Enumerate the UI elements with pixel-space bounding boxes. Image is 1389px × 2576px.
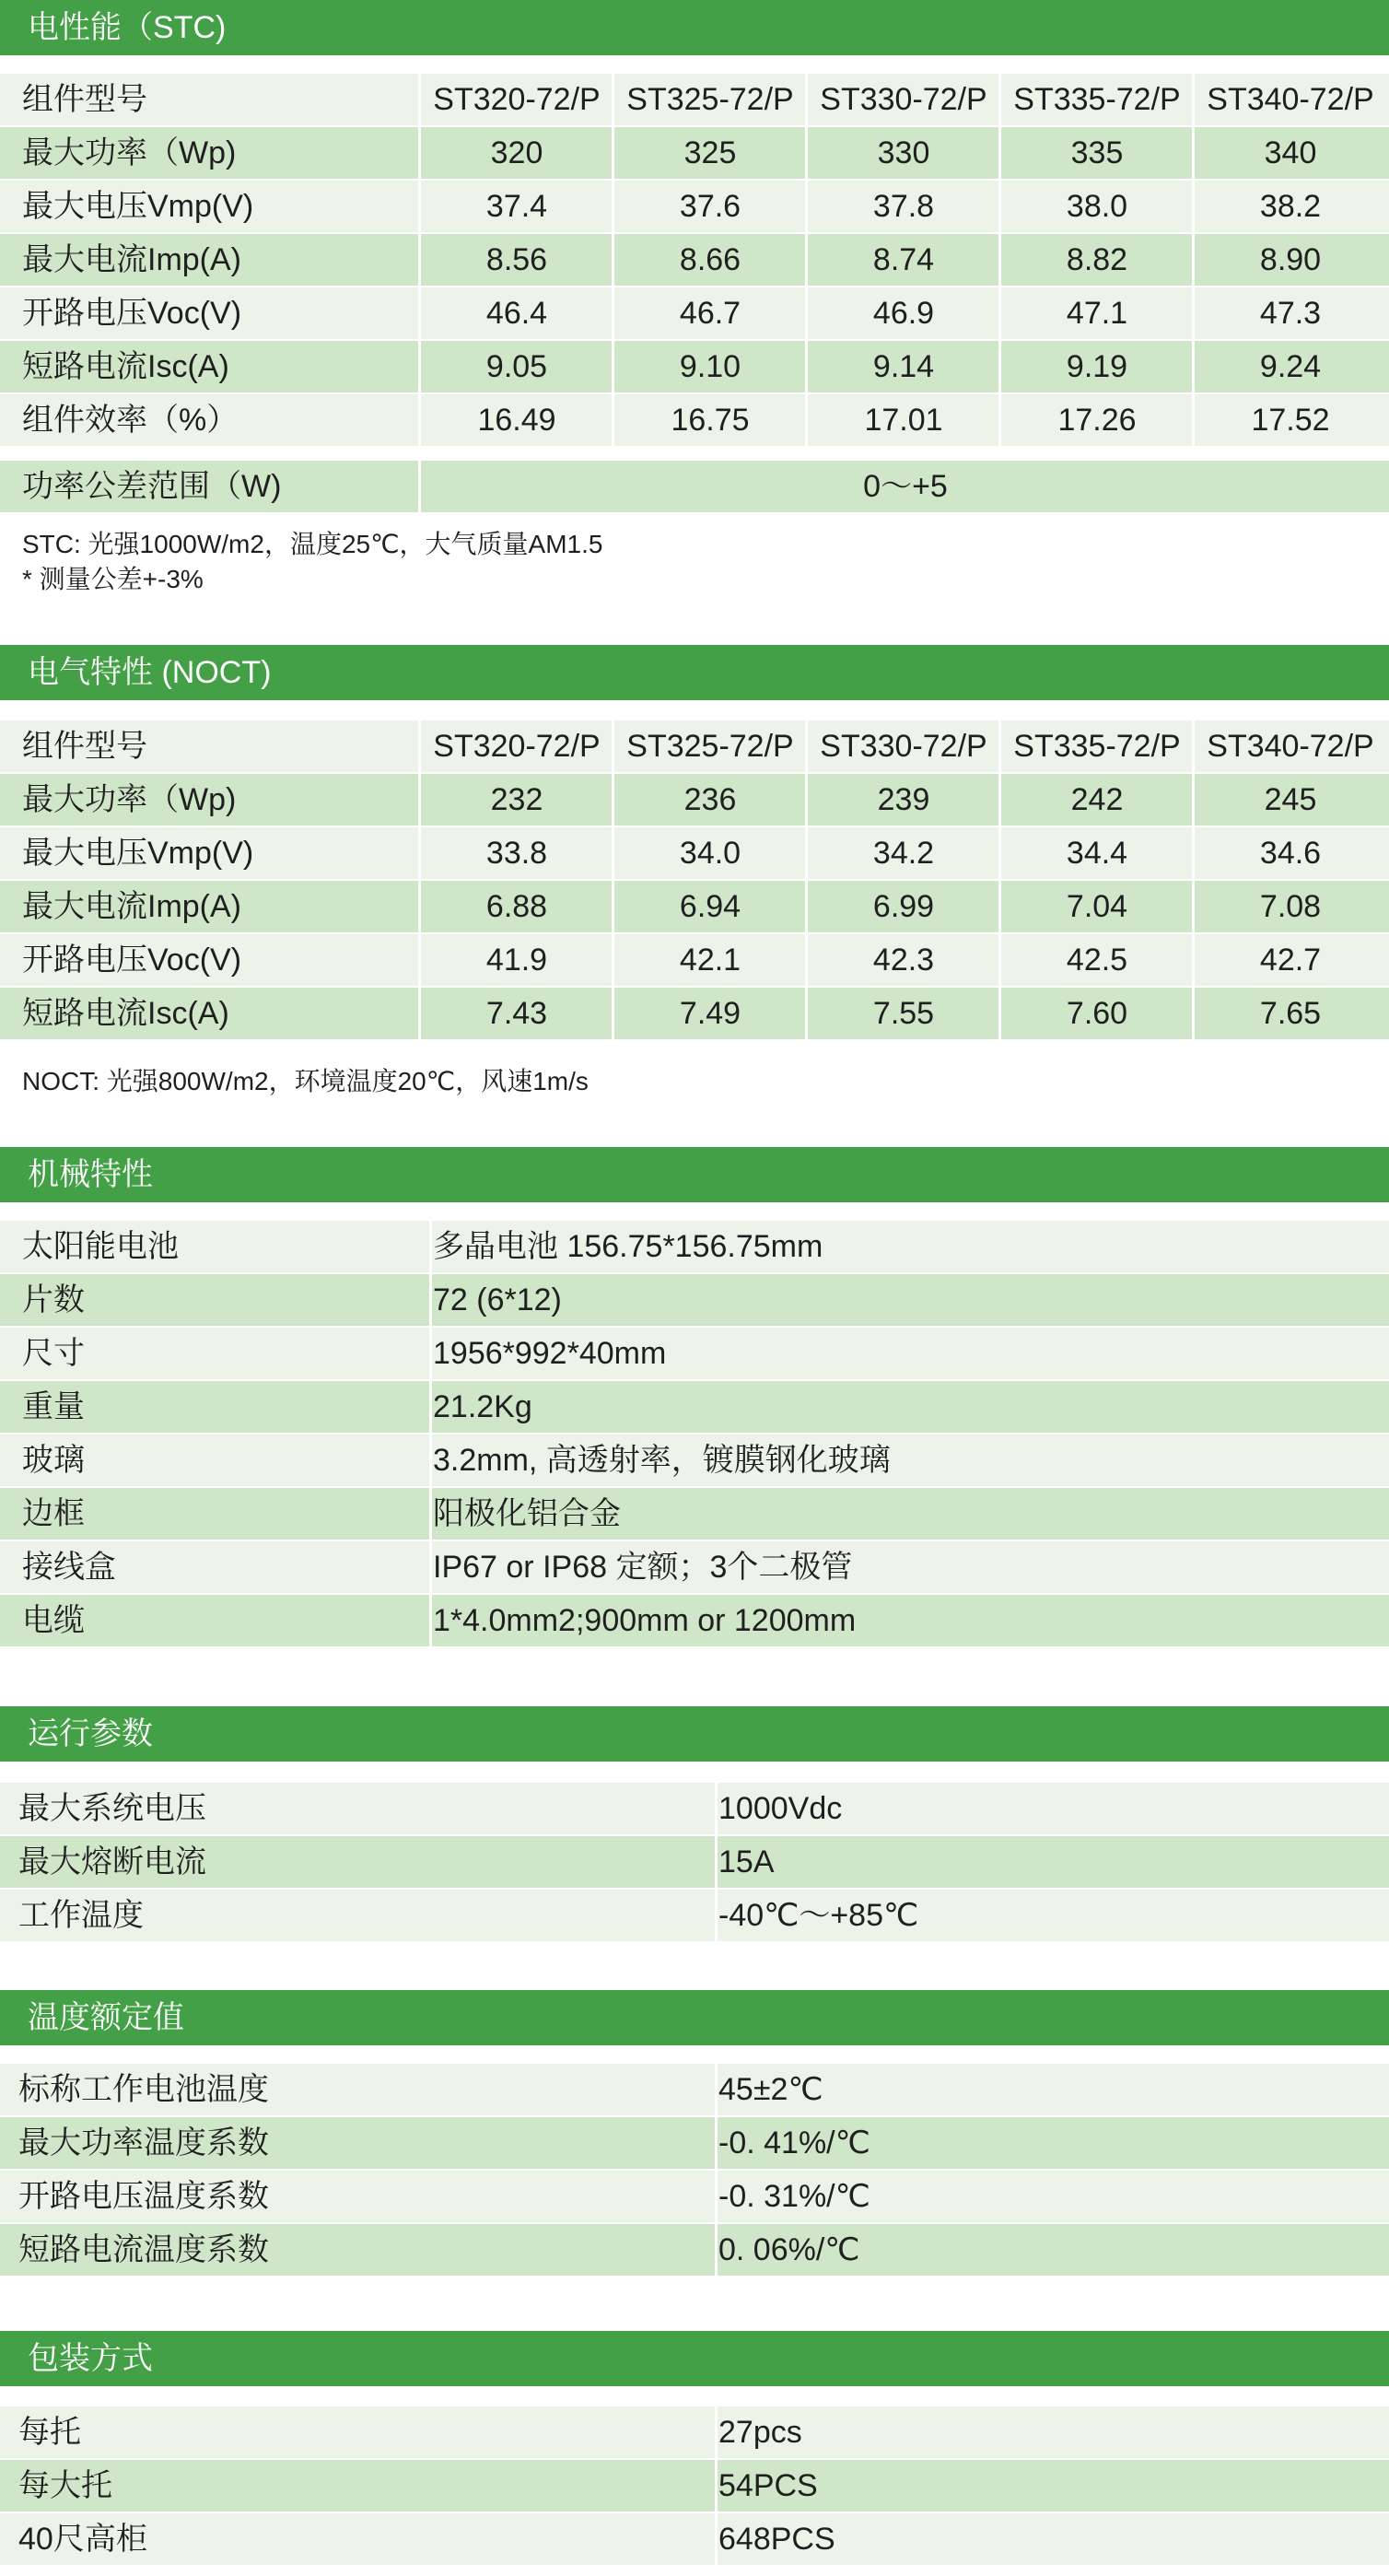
noct-cell: 34.0 xyxy=(679,836,741,871)
column-divider xyxy=(429,1595,432,1646)
stc-cell: 335 xyxy=(1070,135,1124,170)
column-divider xyxy=(429,1434,432,1486)
column-divider xyxy=(715,2064,718,2115)
stc-cell: 8.56 xyxy=(485,242,548,277)
column-divider xyxy=(612,181,614,232)
column-divider xyxy=(1192,74,1195,125)
column-divider xyxy=(418,461,421,512)
column-divider xyxy=(429,1541,432,1593)
noct-cell: 7.08 xyxy=(1259,889,1322,924)
column-divider xyxy=(418,934,421,986)
stc-row xyxy=(0,127,1389,179)
mechanical-cell: 21.2Kg xyxy=(433,1389,532,1424)
stc-cell: 16.75 xyxy=(671,403,750,438)
operating-section-title: 运行参数 xyxy=(28,1716,153,1751)
column-divider xyxy=(1192,234,1195,286)
stc-row-label: 最大电流Imp(A) xyxy=(22,242,241,277)
stc-cell: 325 xyxy=(683,135,737,170)
column-divider xyxy=(612,394,614,446)
noct-cell: ST330-72/P xyxy=(820,729,987,764)
noct-cell: 7.49 xyxy=(679,996,741,1031)
column-divider xyxy=(612,74,614,125)
noct-cell: 42.7 xyxy=(1259,943,1322,978)
mechanical-cell: IP67 or IP68 定额；3个二极管 xyxy=(433,1550,853,1585)
column-divider xyxy=(805,74,808,125)
column-divider xyxy=(805,127,808,179)
mechanical-row xyxy=(0,1595,1389,1646)
noct-cell: 7.60 xyxy=(1066,996,1128,1031)
stc-note-tolerance: * 测量公差+-3% xyxy=(22,565,204,593)
stc-cell: 46.9 xyxy=(872,296,935,331)
stc-cell: 8.82 xyxy=(1066,242,1128,277)
stc-cell: 9.05 xyxy=(485,349,548,384)
temperature-row-label: 最大功率温度系数 xyxy=(18,2125,269,2160)
noct-header-row xyxy=(0,720,1389,772)
mechanical-cell: 多晶电池 156.75*156.75mm xyxy=(433,1229,823,1264)
mechanical-row-label: 片数 xyxy=(22,1282,85,1317)
stc-cell: 38.2 xyxy=(1259,189,1322,224)
mechanical-row xyxy=(0,1221,1389,1272)
column-divider xyxy=(998,127,1001,179)
packaging-cell: 54PCS xyxy=(718,2468,818,2503)
column-divider xyxy=(418,827,421,879)
noct-cell: 34.6 xyxy=(1259,836,1322,871)
stc-cell: 17.52 xyxy=(1251,403,1330,438)
column-divider xyxy=(998,827,1001,879)
mechanical-cell: 3.2mm, 高透射率，镀膜钢化玻璃 xyxy=(433,1443,891,1478)
operating-cell: -40℃～+85℃ xyxy=(718,1898,919,1933)
column-divider xyxy=(998,181,1001,232)
column-divider xyxy=(805,287,808,339)
noct-row xyxy=(0,934,1389,986)
column-divider xyxy=(418,74,421,125)
column-divider xyxy=(429,1221,432,1272)
temperature-row xyxy=(0,2117,1389,2169)
column-divider xyxy=(612,988,614,1039)
stc-cell: 46.7 xyxy=(679,296,741,331)
operating-row xyxy=(0,1890,1389,1941)
stc-cell: 8.74 xyxy=(872,242,935,277)
packaging-row-label: 每大托 xyxy=(18,2468,112,2503)
stc-cell: 340 xyxy=(1264,135,1317,170)
noct-cell: 33.8 xyxy=(485,836,548,871)
column-divider xyxy=(715,2117,718,2169)
stc-note-conditions: STC: 光强1000W/m2，温度25℃，大气质量AM1.5 xyxy=(22,530,603,558)
noct-section-title: 电气特性 (NOCT) xyxy=(28,655,272,690)
stc-cell: 38.0 xyxy=(1066,189,1128,224)
column-divider xyxy=(998,934,1001,986)
mechanical-row-label: 重量 xyxy=(22,1389,85,1424)
stc-cell: ST335-72/P xyxy=(1013,82,1181,117)
column-divider xyxy=(418,394,421,446)
stc-cell: 47.1 xyxy=(1066,296,1128,331)
mechanical-row xyxy=(0,1488,1389,1540)
column-divider xyxy=(418,341,421,392)
stc-row-label: 组件型号 xyxy=(22,82,147,117)
noct-cell: 34.4 xyxy=(1066,836,1128,871)
noct-row-label: 最大电压Vmp(V) xyxy=(22,836,254,871)
temperature-row-label: 短路电流温度系数 xyxy=(18,2232,269,2267)
stc-cell: 8.90 xyxy=(1259,242,1322,277)
column-divider xyxy=(418,287,421,339)
stc-cell: 9.14 xyxy=(872,349,935,384)
mechanical-row-label: 玻璃 xyxy=(22,1443,85,1478)
column-divider xyxy=(998,720,1001,772)
operating-cell: 1000Vdc xyxy=(718,1791,843,1826)
stc-row xyxy=(0,394,1389,446)
mechanical-section-header xyxy=(0,1147,1389,1202)
packaging-section-title: 包装方式 xyxy=(28,2341,153,2376)
column-divider xyxy=(998,881,1001,932)
stc-cell: 17.01 xyxy=(864,403,943,438)
packaging-row xyxy=(0,2406,1389,2458)
column-divider xyxy=(715,2406,718,2458)
stc-cell: ST340-72/P xyxy=(1207,82,1374,117)
temperature-row xyxy=(0,2224,1389,2276)
column-divider xyxy=(715,1783,718,1834)
mechanical-cell: 阳极化铝合金 xyxy=(433,1496,621,1531)
column-divider xyxy=(1192,181,1195,232)
column-divider xyxy=(612,881,614,932)
column-divider xyxy=(805,720,808,772)
column-divider xyxy=(612,934,614,986)
column-divider xyxy=(998,394,1001,446)
stc-cell: 46.4 xyxy=(485,296,548,331)
stc-row-label: 组件效率（%） xyxy=(22,403,239,438)
operating-section-header xyxy=(0,1706,1389,1762)
column-divider xyxy=(805,827,808,879)
noct-cell: 232 xyxy=(490,782,543,817)
column-divider xyxy=(612,287,614,339)
column-divider xyxy=(429,1274,432,1326)
temperature-cell: 45±2℃ xyxy=(718,2072,823,2107)
stc-cell: ST325-72/P xyxy=(626,82,794,117)
noct-row xyxy=(0,827,1389,879)
stc-cell: 9.19 xyxy=(1066,349,1128,384)
column-divider xyxy=(429,1488,432,1540)
stc-cell: ST320-72/P xyxy=(433,82,601,117)
mechanical-row-label: 电缆 xyxy=(22,1603,85,1638)
operating-row xyxy=(0,1836,1389,1888)
temperature-section-header xyxy=(0,1990,1389,2045)
column-divider xyxy=(805,881,808,932)
column-divider xyxy=(1192,774,1195,825)
noct-row xyxy=(0,988,1389,1039)
column-divider xyxy=(612,774,614,825)
column-divider xyxy=(998,287,1001,339)
temperature-row-label: 标称工作电池温度 xyxy=(18,2072,269,2107)
temperature-row xyxy=(0,2064,1389,2115)
mechanical-row-label: 边框 xyxy=(22,1496,85,1531)
column-divider xyxy=(805,934,808,986)
temperature-cell: -0. 31%/℃ xyxy=(718,2179,870,2214)
noct-cell: 239 xyxy=(877,782,930,817)
column-divider xyxy=(998,234,1001,286)
column-divider xyxy=(805,341,808,392)
column-divider xyxy=(998,774,1001,825)
packaging-cell: 648PCS xyxy=(718,2522,835,2557)
stc-section-header xyxy=(0,0,1389,55)
noct-row xyxy=(0,774,1389,825)
packaging-section-header xyxy=(0,2331,1389,2386)
column-divider xyxy=(418,988,421,1039)
noct-row-label: 短路电流Isc(A) xyxy=(22,996,229,1031)
mechanical-cell: 1*4.0mm2;900mm or 1200mm xyxy=(433,1603,857,1638)
temperature-row-label: 开路电压温度系数 xyxy=(18,2179,269,2214)
stc-row xyxy=(0,341,1389,392)
column-divider xyxy=(715,2171,718,2222)
column-divider xyxy=(1192,127,1195,179)
column-divider xyxy=(418,720,421,772)
mechanical-row xyxy=(0,1434,1389,1486)
stc-header-row xyxy=(0,74,1389,125)
column-divider xyxy=(429,1328,432,1379)
stc-tolerance-label: 功率公差范围（W) xyxy=(22,469,282,504)
column-divider xyxy=(715,2513,718,2565)
operating-row-label: 最大系统电压 xyxy=(18,1791,206,1826)
column-divider xyxy=(418,181,421,232)
noct-row-label: 组件型号 xyxy=(22,729,147,764)
column-divider xyxy=(715,1890,718,1941)
column-divider xyxy=(1192,720,1195,772)
column-divider xyxy=(418,774,421,825)
stc-row-label: 短路电流Isc(A) xyxy=(22,349,229,384)
column-divider xyxy=(998,988,1001,1039)
noct-row-label: 最大电流Imp(A) xyxy=(22,889,241,924)
packaging-cell: 27pcs xyxy=(718,2415,802,2450)
column-divider xyxy=(612,720,614,772)
operating-cell: 15A xyxy=(718,1844,775,1879)
noct-cell: 242 xyxy=(1070,782,1124,817)
mechanical-row-label: 尺寸 xyxy=(22,1336,85,1371)
noct-cell: 41.9 xyxy=(485,943,548,978)
column-divider xyxy=(612,234,614,286)
noct-cell: 7.43 xyxy=(485,996,548,1031)
noct-cell: ST320-72/P xyxy=(433,729,601,764)
column-divider xyxy=(429,1381,432,1433)
stc-cell: 37.4 xyxy=(485,189,548,224)
stc-cell: 9.24 xyxy=(1259,349,1322,384)
column-divider xyxy=(1192,287,1195,339)
stc-row-label: 开路电压Voc(V) xyxy=(22,296,242,331)
mechanical-cell: 72 (6*12) xyxy=(433,1282,562,1317)
noct-cell: 42.5 xyxy=(1066,943,1128,978)
column-divider xyxy=(805,181,808,232)
noct-cell: 42.3 xyxy=(872,943,935,978)
mechanical-row xyxy=(0,1274,1389,1326)
temperature-cell: 0. 06%/℃ xyxy=(718,2232,860,2267)
stc-tolerance-row xyxy=(0,461,1389,512)
stc-cell: 330 xyxy=(877,135,930,170)
column-divider xyxy=(418,881,421,932)
stc-tolerance-value: 0～+5 xyxy=(863,469,948,504)
mechanical-row xyxy=(0,1328,1389,1379)
packaging-row-label: 40尺高柜 xyxy=(18,2522,147,2557)
column-divider xyxy=(805,988,808,1039)
column-divider xyxy=(418,127,421,179)
column-divider xyxy=(998,74,1001,125)
column-divider xyxy=(1192,988,1195,1039)
stc-row-label: 最大电压Vmp(V) xyxy=(22,189,254,224)
noct-row-label: 最大功率（Wp) xyxy=(22,782,237,817)
stc-cell: 37.6 xyxy=(679,189,741,224)
column-divider xyxy=(1192,827,1195,879)
column-divider xyxy=(612,827,614,879)
column-divider xyxy=(1192,934,1195,986)
operating-row-label: 最大熔断电流 xyxy=(18,1844,206,1879)
noct-cell: 6.94 xyxy=(679,889,741,924)
stc-cell: 17.26 xyxy=(1057,403,1137,438)
stc-cell: 47.3 xyxy=(1259,296,1322,331)
temperature-section-title: 温度额定值 xyxy=(28,2000,184,2035)
column-divider xyxy=(805,774,808,825)
noct-cell: 7.55 xyxy=(872,996,935,1031)
column-divider xyxy=(1192,341,1195,392)
noct-cell: 245 xyxy=(1264,782,1317,817)
mechanical-row xyxy=(0,1541,1389,1593)
column-divider xyxy=(715,2460,718,2512)
column-divider xyxy=(998,341,1001,392)
packaging-row xyxy=(0,2460,1389,2512)
noct-cell: 6.88 xyxy=(485,889,548,924)
noct-note: NOCT: 光强800W/m2，环境温度20℃，风速1m/s xyxy=(22,1067,589,1095)
mechanical-cell: 1956*992*40mm xyxy=(433,1336,667,1371)
column-divider xyxy=(418,234,421,286)
stc-cell: 37.8 xyxy=(872,189,935,224)
stc-cell: 9.10 xyxy=(679,349,741,384)
packaging-row-label: 每托 xyxy=(18,2415,81,2450)
stc-row-label: 最大功率（Wp) xyxy=(22,135,237,170)
stc-row xyxy=(0,287,1389,339)
mechanical-row-label: 接线盒 xyxy=(22,1550,116,1585)
stc-row xyxy=(0,234,1389,286)
packaging-row xyxy=(0,2513,1389,2565)
noct-cell: 34.2 xyxy=(872,836,935,871)
temperature-row xyxy=(0,2171,1389,2222)
noct-cell: 7.04 xyxy=(1066,889,1128,924)
column-divider xyxy=(1192,394,1195,446)
noct-cell: ST340-72/P xyxy=(1207,729,1374,764)
mechanical-section-title: 机械特性 xyxy=(28,1157,153,1192)
noct-cell: 7.65 xyxy=(1259,996,1322,1031)
noct-row-label: 开路电压Voc(V) xyxy=(22,943,242,978)
column-divider xyxy=(1192,881,1195,932)
column-divider xyxy=(805,394,808,446)
stc-cell: ST330-72/P xyxy=(820,82,987,117)
column-divider xyxy=(715,1836,718,1888)
operating-row-label: 工作温度 xyxy=(18,1898,144,1933)
noct-cell: ST335-72/P xyxy=(1013,729,1181,764)
stc-cell: 320 xyxy=(490,135,543,170)
noct-cell: 236 xyxy=(683,782,737,817)
noct-cell: ST325-72/P xyxy=(626,729,794,764)
column-divider xyxy=(612,127,614,179)
mechanical-row xyxy=(0,1381,1389,1433)
temperature-cell: -0. 41%/℃ xyxy=(718,2125,870,2160)
noct-cell: 42.1 xyxy=(679,943,741,978)
operating-row xyxy=(0,1783,1389,1834)
mechanical-row-label: 太阳能电池 xyxy=(22,1229,179,1264)
column-divider xyxy=(805,234,808,286)
noct-row xyxy=(0,881,1389,932)
column-divider xyxy=(612,341,614,392)
column-divider xyxy=(715,2224,718,2276)
stc-cell: 8.66 xyxy=(679,242,741,277)
noct-cell: 6.99 xyxy=(872,889,935,924)
noct-section-header xyxy=(0,645,1389,700)
stc-section-title: 电性能（STC) xyxy=(28,10,227,45)
stc-row xyxy=(0,181,1389,232)
stc-cell: 16.49 xyxy=(477,403,556,438)
